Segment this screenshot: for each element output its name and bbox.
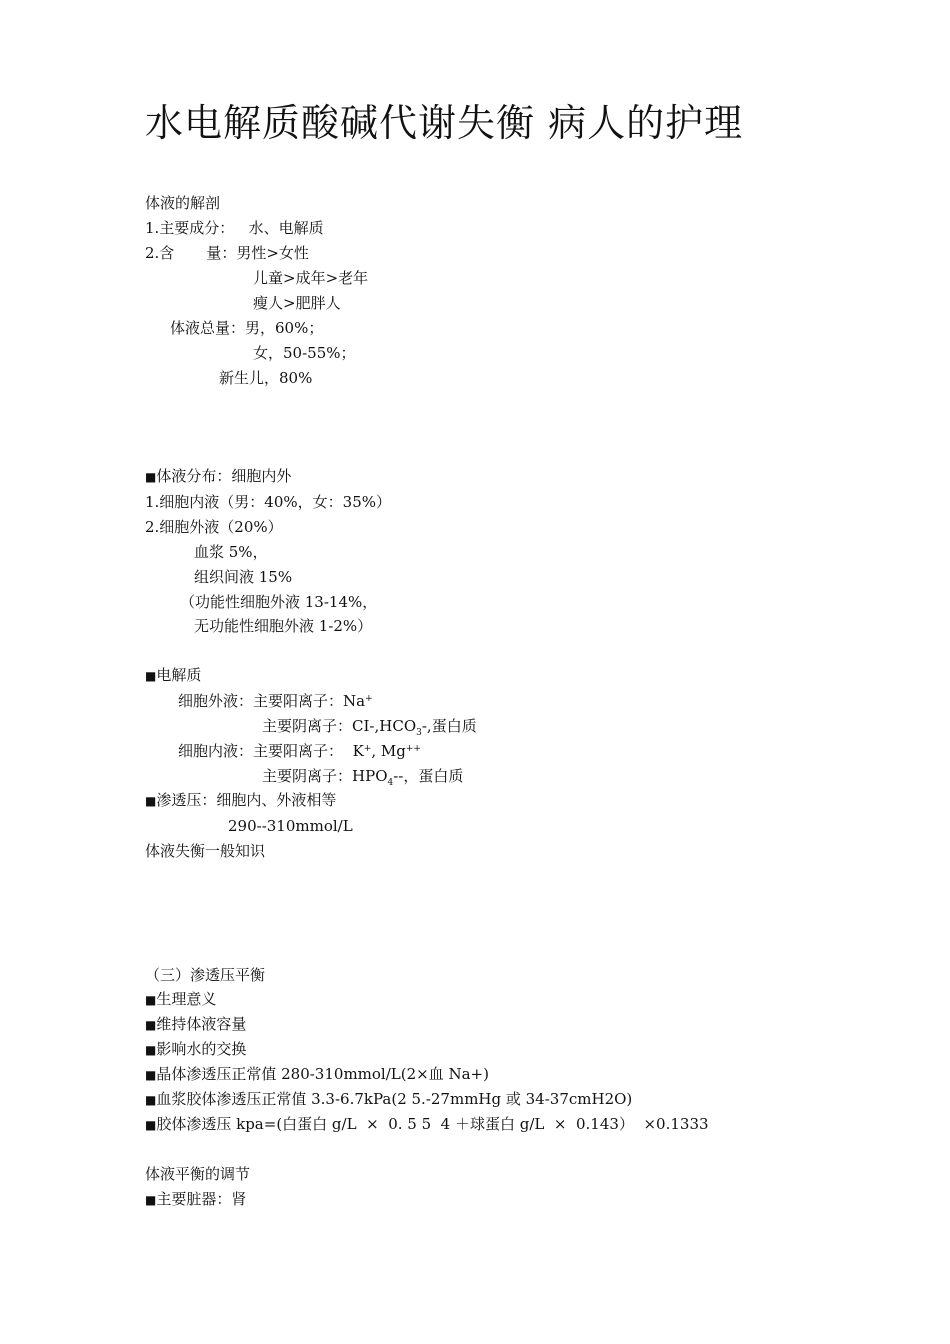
bullet-square-icon: ■ [145, 1068, 157, 1082]
text-fragment: -,蛋白质 [421, 717, 477, 735]
text-fragment: 胶体渗透压 kpa=(白蛋白 g/L × 0. 5 5 4 ＋球蛋白 g/L × 0.143） ×0.1333 [156, 1115, 709, 1133]
section-heading-osmotic-balance: （三）渗透压平衡 [145, 966, 266, 984]
text-fragment: 体液分布：细胞内外 [156, 467, 292, 485]
text-line: 瘦人>肥胖人 [253, 294, 341, 312]
section-heading-anatomy: 体液的解剖 [145, 194, 221, 212]
text-line: 体液总量：男，60%； [170, 319, 324, 337]
text-fragment: 细胞外液： [178, 692, 254, 710]
list-item [145, 1014, 246, 1035]
text-fragment: 量：男性>女性 [206, 244, 309, 262]
text-fragment: 主要脏器：肾 [156, 1190, 247, 1208]
section-heading-distribution [145, 466, 291, 487]
text-fragment: 主要阴离子： [262, 767, 353, 785]
bullet-square-icon: ■ [145, 1093, 157, 1107]
text-line [145, 790, 336, 811]
list-item [145, 1064, 489, 1085]
bullet-square-icon: ■ [145, 794, 157, 808]
text-line [262, 716, 477, 736]
text-line [178, 691, 373, 711]
list-item [145, 1114, 709, 1135]
text-line: 1.主要成分： 水、电解质 [145, 219, 324, 237]
page-title: 水电解质酸碱代谢失衡 病人的护理 [145, 101, 744, 145]
section-heading-regulation: 体液平衡的调节 [145, 1165, 251, 1183]
list-item [145, 1189, 246, 1210]
subscript: 3 [416, 728, 422, 738]
section-heading-general: 体液失衡一般知识 [145, 842, 266, 860]
text-fragment: 主要阳离子： [253, 742, 344, 760]
text-line [145, 243, 309, 263]
text-fragment: 影响水的交换 [156, 1040, 247, 1058]
list-item [145, 1039, 246, 1060]
bullet-square-icon: ■ [145, 1193, 157, 1207]
text-fragment: Na [343, 692, 366, 710]
text-line: 1.细胞内液（男：40%，女：35%） [145, 493, 391, 511]
text-fragment: , Mg [371, 742, 406, 760]
text-fragment: 2.含 [145, 244, 175, 262]
text-line [178, 741, 421, 761]
text-fragment: 晶体渗透压正常值 280-310mmol/L(2×血 Na+) [156, 1065, 489, 1083]
text-fragment: 电解质 [156, 666, 202, 684]
text-line: 新生儿，80% [219, 369, 313, 387]
text-fragment: 渗透压：细胞内、外液相等 [156, 791, 337, 809]
text-fragment: K [343, 742, 364, 760]
bullet-square-icon: ■ [145, 993, 157, 1007]
section-heading-electrolytes [145, 665, 201, 686]
list-item [145, 1089, 632, 1110]
superscript: + [365, 694, 373, 704]
text-fragment: 生理意义 [156, 990, 217, 1008]
text-fragment: 血浆胶体渗透压正常值 3.3-6.7kPa(2 5.-27mmHg 或 34-37cmH2O) [156, 1090, 633, 1108]
text-line [262, 766, 463, 786]
text-line: （功能性细胞外液 13-14%， [180, 593, 378, 611]
superscript: + [363, 744, 372, 754]
text-fragment: HPO [352, 767, 388, 785]
bullet-square-icon: ■ [145, 1018, 157, 1032]
text-line: 290--310mmol/L [228, 817, 353, 835]
text-fragment: 主要阳离子： [253, 692, 344, 710]
text-fragment: 细胞内液： [178, 742, 254, 760]
superscript: ++ [405, 744, 421, 754]
subscript: 4 [387, 778, 394, 788]
text-fragment: 维持体液容量 [156, 1015, 247, 1033]
text-fragment: --，蛋白质 [393, 767, 464, 785]
text-line: 儿童>成年>老年 [253, 269, 369, 287]
text-line: 2.细胞外液（20%） [145, 518, 283, 536]
bullet-square-icon: ■ [145, 1118, 157, 1132]
text-line: 血浆 5%， [194, 543, 268, 561]
text-fragment: CI-,HCO [352, 717, 417, 735]
bullet-square-icon: ■ [145, 470, 157, 484]
text-line: 女，50-55%； [253, 344, 356, 362]
bullet-square-icon: ■ [145, 1043, 157, 1057]
bullet-square-icon: ■ [145, 669, 157, 683]
text-line: 无功能性细胞外液 1-2%） [194, 617, 373, 635]
text-line: 组织间液 15% [194, 568, 293, 586]
list-item [145, 989, 216, 1010]
text-fragment: 主要阴离子： [262, 717, 353, 735]
